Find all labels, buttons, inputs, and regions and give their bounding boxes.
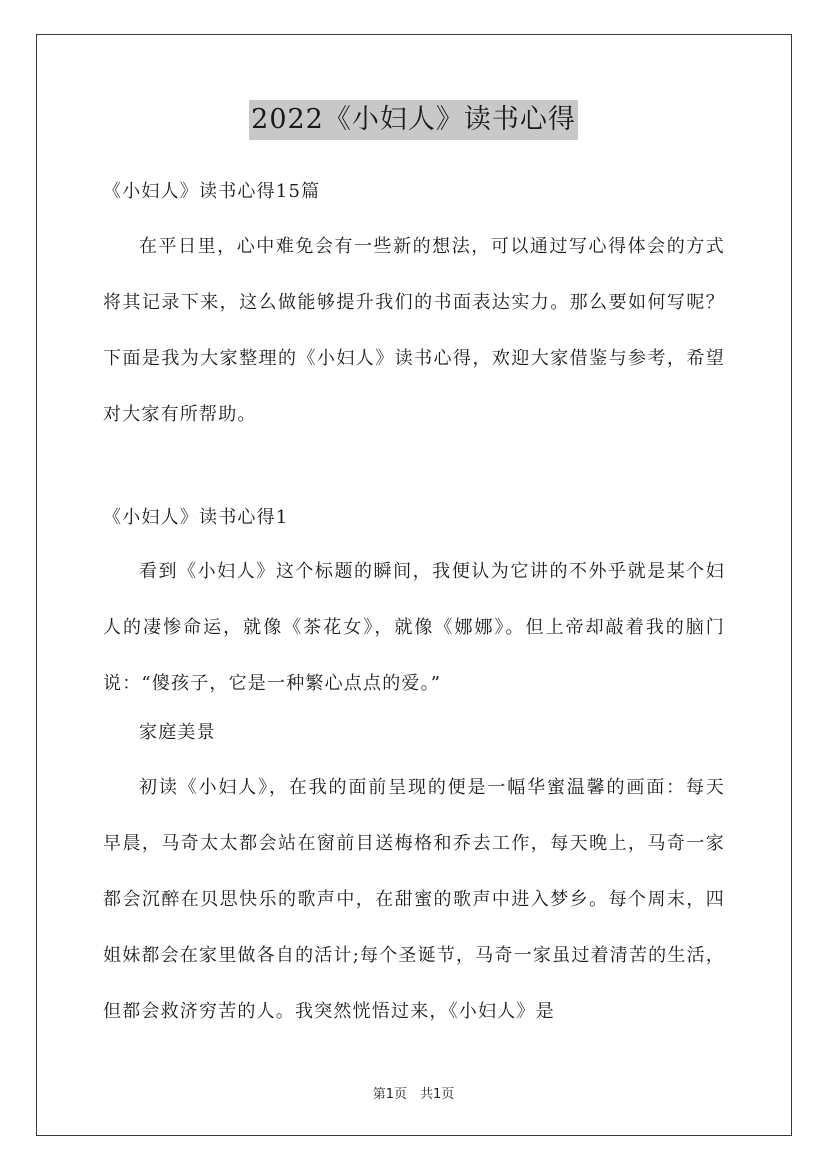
section-heading: 《小妇人》读书心得1 [103,507,289,528]
body-paragraph-1: 看到《小妇人》这个标题的瞬间，我便认为它讲的不外乎就是某个妇人的凄惨命运，就像《茶花女》，就像《娜娜》。但上帝却敲着我的脑门说：“傻孩子，它是一种繁心点点的爱。” [103,561,725,694]
title-container [0,100,827,140]
page-footer: 第1页 共1页 [372,1087,455,1102]
document-title: 2022《小妇人》读书心得 [249,100,578,140]
section-subheading: 家庭美景 [139,722,216,743]
document-subtitle: 《小妇人》读书心得15篇 [103,181,321,202]
intro-paragraph: 在平日里，心中难免会有一些新的想法，可以通过写心得体会的方式将其记录下来，这么做能够提升我们的书面表达实力。那么要如何写呢？下面是我为大家整理的《小妇人》读书心得，欢迎大家借鉴与参考，希望对大家有所帮助。 [103,236,725,425]
body-paragraph-2: 初读《小妇人》，在我的面前呈现的便是一幅华蜜温馨的画面：每天早晨，马奇太太都会站在窗前目送梅格和乔去工作，每天晚上，马奇一家都会沉醉在贝思快乐的歌声中，在甜蜜的歌声中进入梦乡。每个周末，四姐妹都会在家里做各自的活计;每个圣诞节，马奇一家虽过着清苦的生活，但都会救济穷苦的人。我突然恍悟过来，《小妇人》是 [103,777,725,1022]
